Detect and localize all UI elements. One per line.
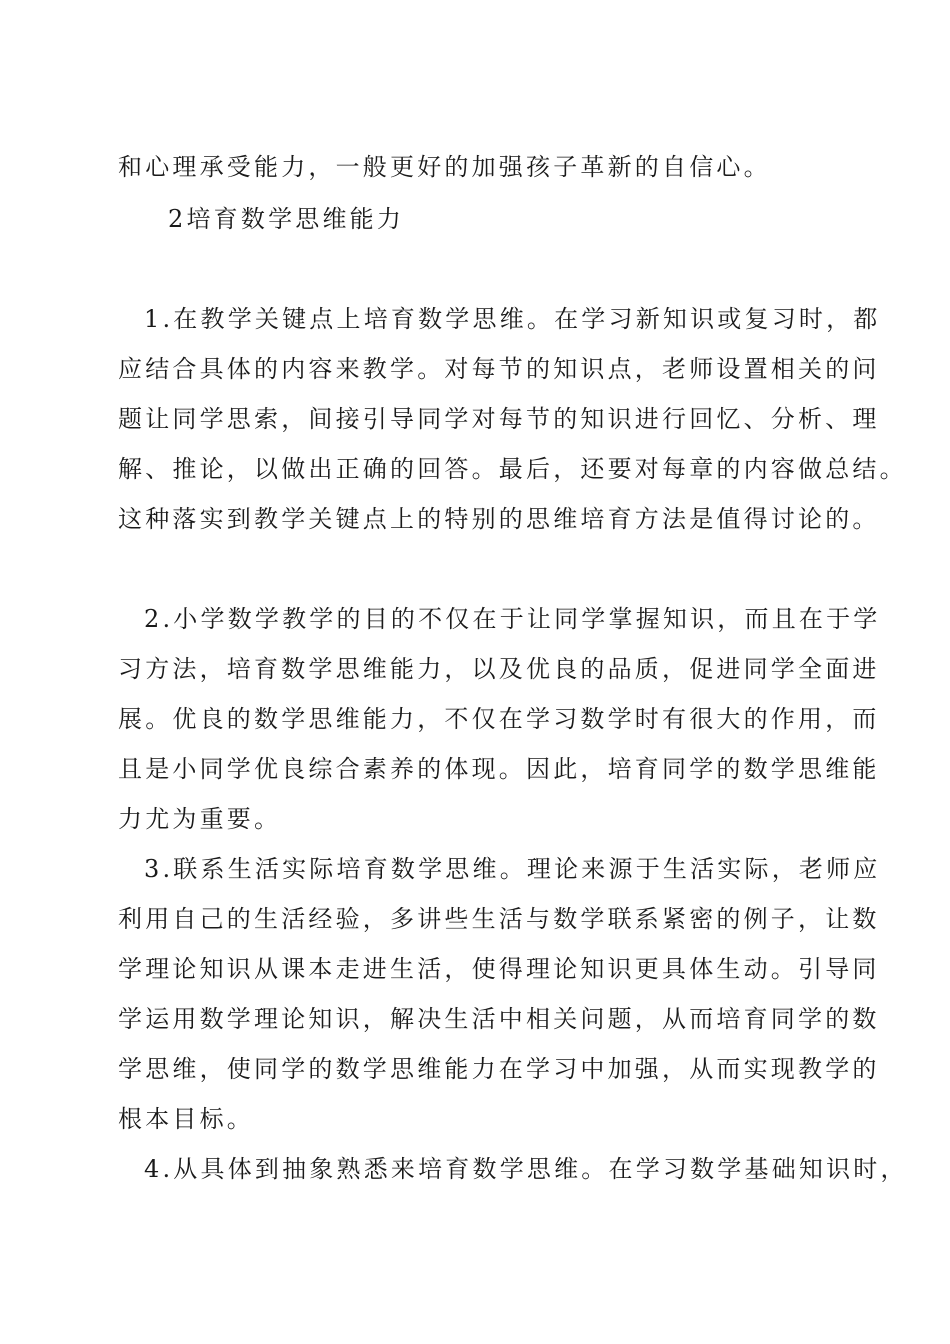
paragraph-line: 1.在教学关键点上培育数学思维。在学习新知识或复习时，都 — [144, 305, 881, 333]
paragraph-line: 习方法，培育数学思维能力，以及优良的品质，促进同学全面进 — [118, 655, 880, 683]
paragraph-line: 4.从具体到抽象熟悉来培育数学思维。在学习数学基础知识时， — [144, 1155, 908, 1183]
paragraph-line: 3.联系生活实际培育数学思维。理论来源于生活实际，老师应 — [144, 855, 881, 883]
paragraph-line: 学运用数学理论知识，解决生活中相关问题，从而培育同学的数 — [118, 1005, 880, 1033]
paragraph-line: 根本目标。 — [118, 1105, 254, 1133]
paragraph-line: 2.小学数学教学的目的不仅在于让同学掌握知识，而且在于学 — [144, 605, 881, 633]
paragraph-line: 学理论知识从课本走进生活，使得理论知识更具体生动。引导同 — [118, 955, 880, 983]
paragraph-line: 这种落实到教学关键点上的特别的思维培育方法是值得讨论的。 — [118, 505, 880, 533]
paragraph-line: 展。优良的数学思维能力，不仅在学习数学时有很大的作用，而 — [118, 705, 880, 733]
paragraph-line: 利用自己的生活经验，多讲些生活与数学联系紧密的例子，让数 — [118, 905, 880, 933]
paragraph-line: 解、推论，以做出正确的回答。最后，还要对每章的内容做总结。 — [118, 455, 907, 483]
section-heading: 2培育数学思维能力 — [168, 205, 405, 233]
paragraph-line: 学思维，使同学的数学思维能力在学习中加强，从而实现教学的 — [118, 1055, 880, 1083]
paragraph-line: 和心理承受能力，一般更好的加强孩子革新的自信心。 — [118, 153, 771, 181]
paragraph-line: 力尤为重要。 — [118, 805, 282, 833]
paragraph-line: 且是小同学优良综合素养的体现。因此，培育同学的数学思维能 — [118, 755, 880, 783]
paragraph-line: 应结合具体的内容来教学。对每节的知识点，老师设置相关的问 — [118, 355, 880, 383]
paragraph-line: 题让同学思索，间接引导同学对每节的知识进行回忆、分析、理 — [118, 405, 880, 433]
